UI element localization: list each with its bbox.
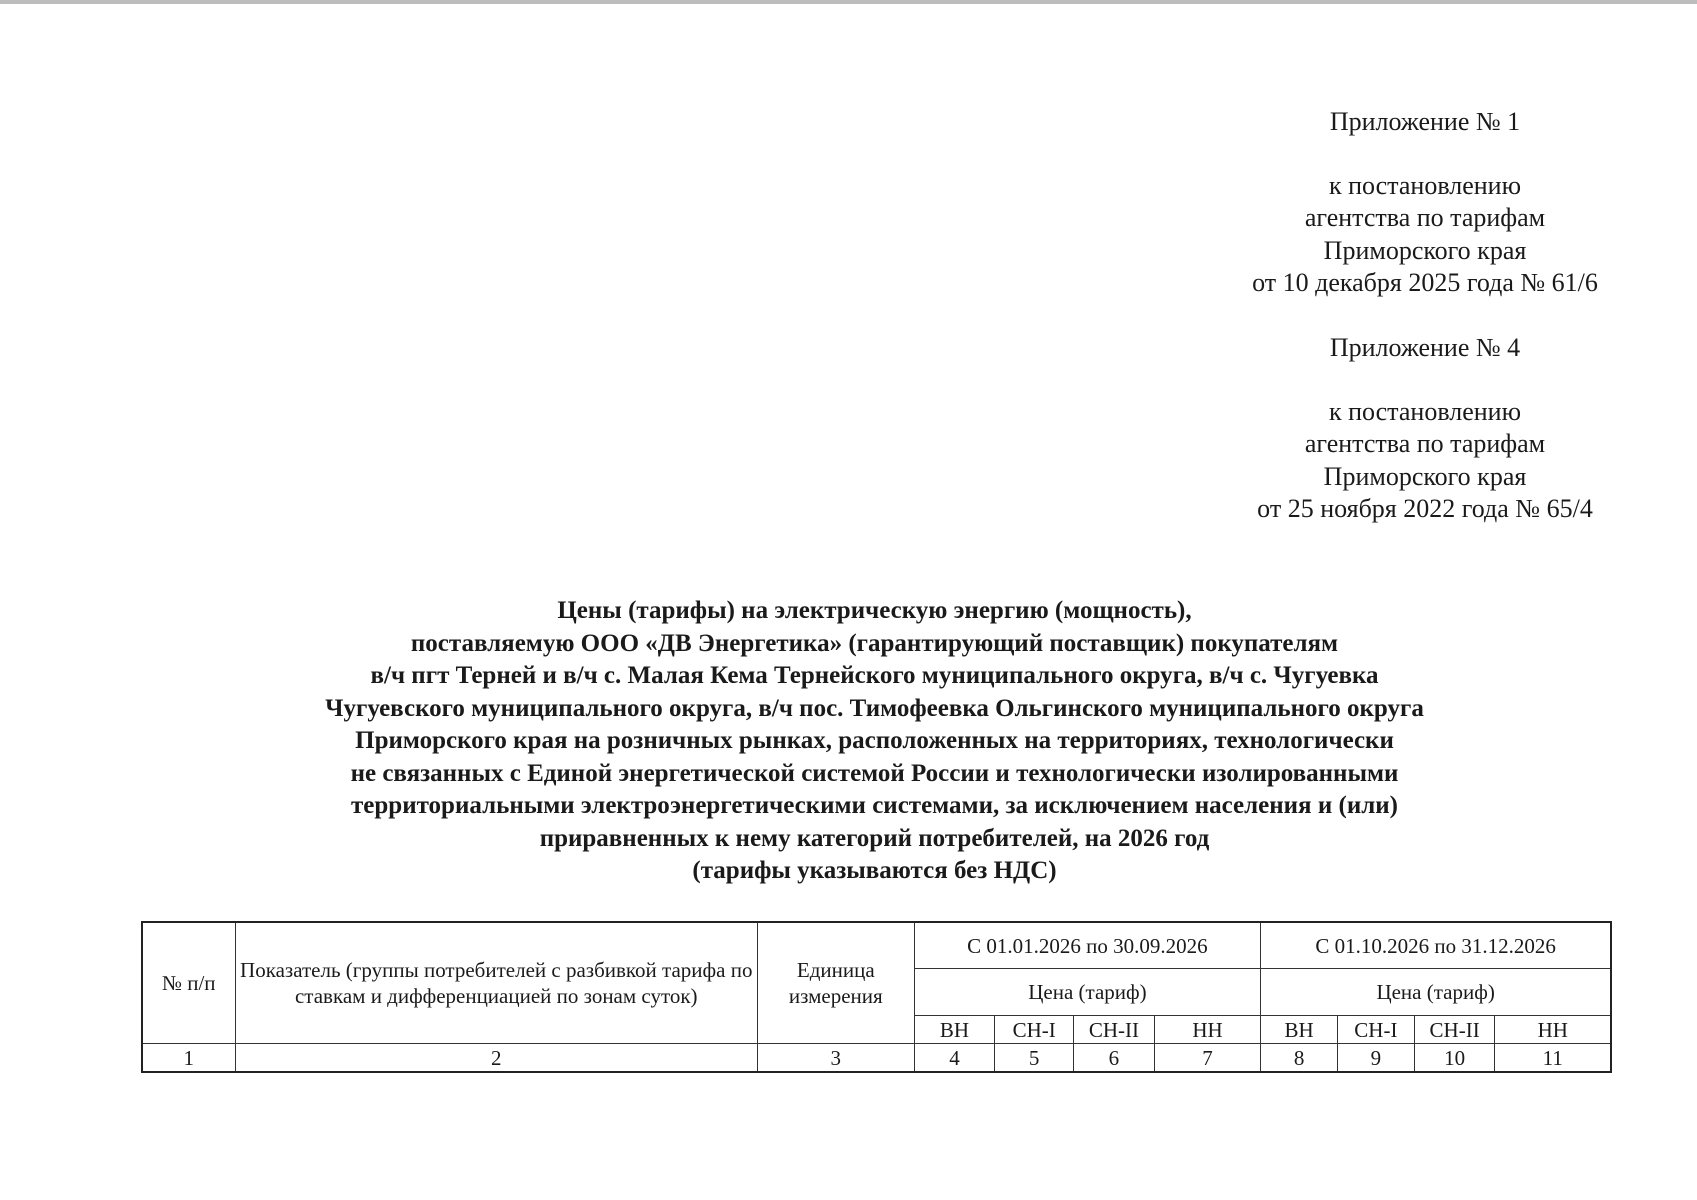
annex-1-title: Приложение № 1	[1329, 107, 1521, 136]
annex-4-date: от 25 ноября 2022 года № 65/4	[1257, 494, 1593, 523]
title-line: Приморского края на розничных рынках, расположенных на территориях, технологически	[355, 727, 1394, 754]
annex-4-line: к постановлению	[1328, 396, 1522, 426]
header-level-sn2: СН-II	[1414, 1016, 1495, 1044]
header-level-vn: ВН	[1261, 1016, 1338, 1044]
title-line: Чугуевского муниципального округа, в/ч пос. Тимофеевка Ольгинского муниципального округа	[325, 694, 1424, 722]
column-number: 1	[142, 1044, 235, 1073]
table-header-row	[142, 922, 1611, 969]
scan-top-edge	[0, 0, 1697, 4]
header-level-vn: ВН	[914, 1016, 995, 1044]
title-line: не связанных с Единой энергетической системой России и технологически изолированными	[350, 759, 1399, 787]
header-level-nn: НН	[1495, 1016, 1611, 1044]
header-indicator: Показатель (группы потребителей с разбивкой тарифа по ставкам и дифференциацией по зонам суток)	[235, 922, 757, 1044]
header-level-sn2: СН-II	[1074, 1016, 1155, 1044]
annex-4-title: Приложение № 4	[1329, 333, 1521, 362]
annex-1-line: Приморского края	[1323, 235, 1527, 265]
header-unit: Единица измерения	[757, 922, 914, 1044]
title-line: в/ч пгт Терней и в/ч с. Малая Кема Тернейского муниципального округа, в/ч с. Чугуевка	[370, 662, 1379, 689]
annex-1-date: от 10 декабря 2025 года № 61/6	[1252, 268, 1598, 297]
annex-1-line: к постановлению	[1328, 170, 1522, 200]
header-price-2: Цена (тариф)	[1261, 969, 1611, 1016]
title-line: территориальными электроэнергетическими системами, за исключением населения и (или)	[351, 792, 1398, 819]
header-level-nn: НН	[1154, 1016, 1261, 1044]
header-level-sn1: СН-I	[995, 1016, 1074, 1044]
header-period-1: С 01.01.2026 по 30.09.2026	[914, 922, 1261, 969]
table-numbering-row	[142, 1044, 1611, 1073]
column-number: 3	[757, 1044, 914, 1073]
annex-4-line: агентства по тарифам	[1304, 429, 1546, 458]
column-number: 8	[1261, 1044, 1338, 1073]
annex-1-line: агентства по тарифам	[1304, 203, 1546, 232]
annex-4-block	[1195, 332, 1655, 526]
header-level-sn1: СН-I	[1337, 1016, 1414, 1044]
document-title	[150, 595, 1599, 888]
annex-1-block	[1195, 106, 1655, 300]
title-line: Цены (тарифы) на электрическую энергию (мощность),	[557, 597, 1192, 624]
column-number: 4	[914, 1044, 995, 1073]
title-line: поставляемую ООО «ДВ Энергетика» (гарантирующий поставщик) покупателям	[410, 629, 1339, 657]
column-number: 5	[995, 1044, 1074, 1073]
column-number: 2	[235, 1044, 757, 1073]
header-number: № п/п	[142, 922, 235, 1044]
header-price-1: Цена (тариф)	[914, 969, 1261, 1016]
column-number: 7	[1154, 1044, 1261, 1073]
header-period-2: С 01.10.2026 по 31.12.2026	[1261, 922, 1611, 969]
column-number: 9	[1337, 1044, 1414, 1073]
title-line: приравненных к нему категорий потребителей, на 2026 год	[539, 824, 1210, 852]
column-number: 10	[1414, 1044, 1495, 1073]
column-number: 6	[1074, 1044, 1155, 1073]
tariff-table	[141, 921, 1612, 1073]
column-number: 11	[1495, 1044, 1611, 1073]
title-vat-note: (тарифы указываются без НДС)	[692, 857, 1057, 884]
annex-4-line: Приморского края	[1323, 461, 1527, 491]
